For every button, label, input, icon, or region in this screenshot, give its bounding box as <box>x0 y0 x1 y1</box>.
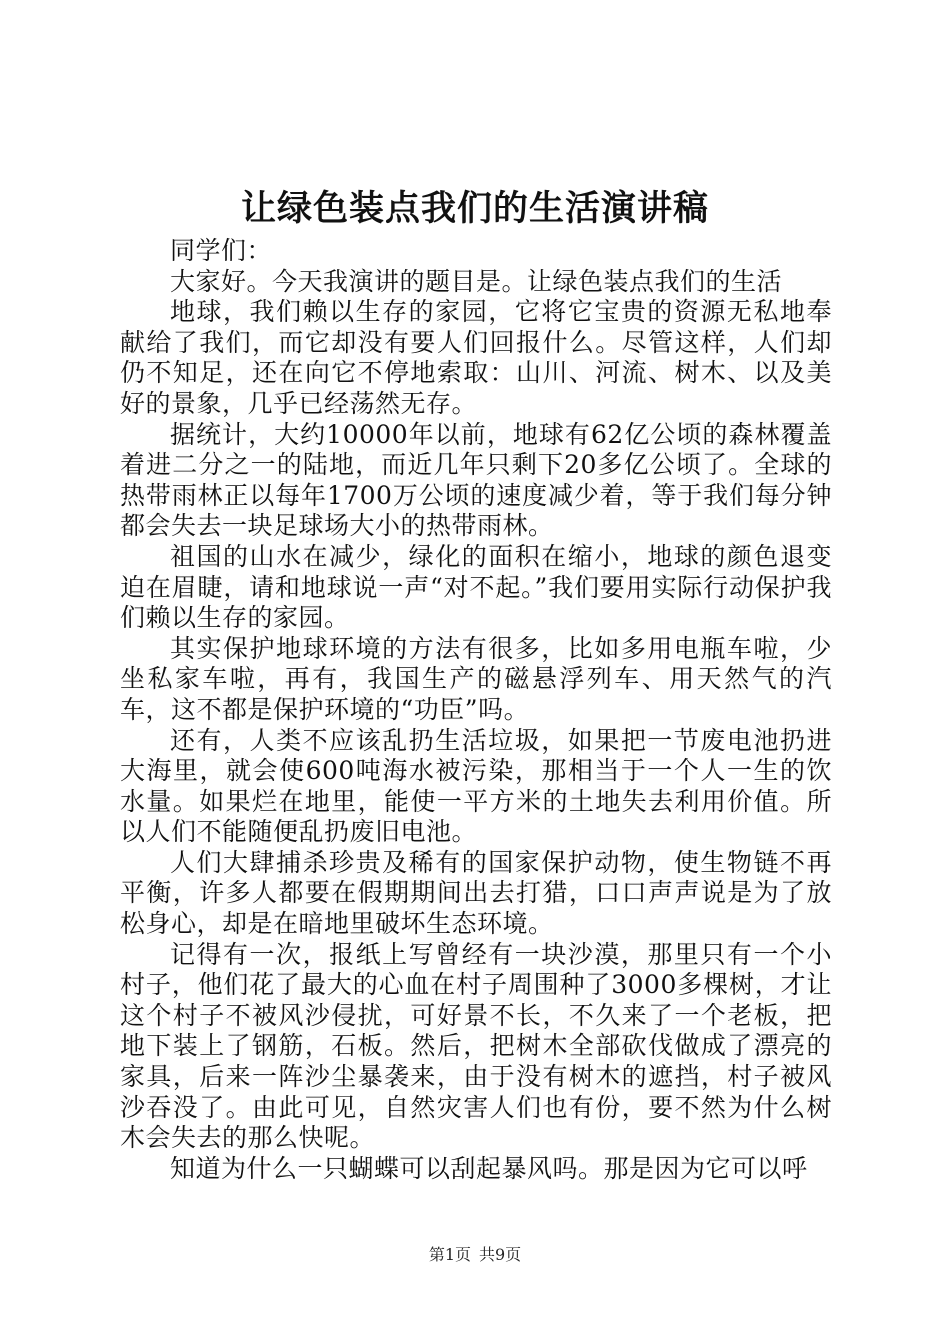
page-total: 共9页 <box>479 1245 522 1264</box>
paragraph: 大家好。今天我演讲的题目是。让绿色装点我们的生活 <box>170 266 783 296</box>
page-footer <box>0 1244 950 1266</box>
paragraph: 还有，人类不应该乱扔生活垃圾，如果把一节废电池扔进大海里，就会使600吨海水被污染，那相当于一个人一生的饮水量。如果烂在地里，能使一平方米的土地失去利用价值。所以人们不能随便乱扔废旧电池。 <box>120 725 832 847</box>
paragraph: 记得有一次，报纸上写曾经有一块沙漠，那里只有一个小村子，他们花了最大的心血在村子周围种了3000多棵树，才让这个村子不被风沙侵扰，可好景不长，不久来了一个老板，把地下装上了钢筋，石板。然后，把树木全部砍伐做成了漂亮的家具，后来一阵沙尘暴袭来，由于没有树木的遮挡，村子被风沙吞没了。由此可见，自然灾害人们也有份，要不然为什么树木会失去的那么快呢。 <box>120 939 832 1153</box>
paragraph: 人们大肆捕杀珍贵及稀有的国家保护动物，使生物链不再平衡，许多人都要在假期期间出去打猎，口口声声说是为了放松身心，却是在暗地里破坏生态环境。 <box>120 847 832 939</box>
paragraph: 知道为什么一只蝴蝶可以刮起暴风吗。那是因为它可以呼 <box>170 1153 808 1183</box>
document-title: 让绿色装点我们的生活演讲稿 <box>240 188 709 229</box>
paragraph: 地球，我们赖以生存的家园，它将它宝贵的资源无私地奉献给了我们，而它却没有要人们回报什么。尽管这样，人们却仍不知足，还在向它不停地索取：山川、河流、树木、以及美好的景象，几乎已经荡然无存。 <box>120 297 832 418</box>
page-number: 第1页 <box>428 1245 471 1264</box>
paragraph: 其实保护地球环境的方法有很多，比如多用电瓶车啦，少坐私家车啦，再有，我国生产的磁悬浮列车、用天然气的汽车，这不都是保护环境的“功臣”吗。 <box>120 633 832 724</box>
document-body <box>120 236 832 1184</box>
paragraph: 据统计，大约10000年以前，地球有62亿公顷的森林覆盖着进二分之一的陆地，而近几年只剩下20多亿公顷了。全球的热带雨林正以每年1700万公顷的速度减少着，等于我们每分钟都会失去一块足球场大小的热带雨林。 <box>120 419 832 541</box>
paragraph: 祖国的山水在减少，绿化的面积在缩小，地球的颜色退变迫在眉睫，请和地球说一声“对不起。”我们要用实际行动保护我们赖以生存的家园。 <box>120 541 832 633</box>
paragraph: 同学们： <box>170 236 273 265</box>
